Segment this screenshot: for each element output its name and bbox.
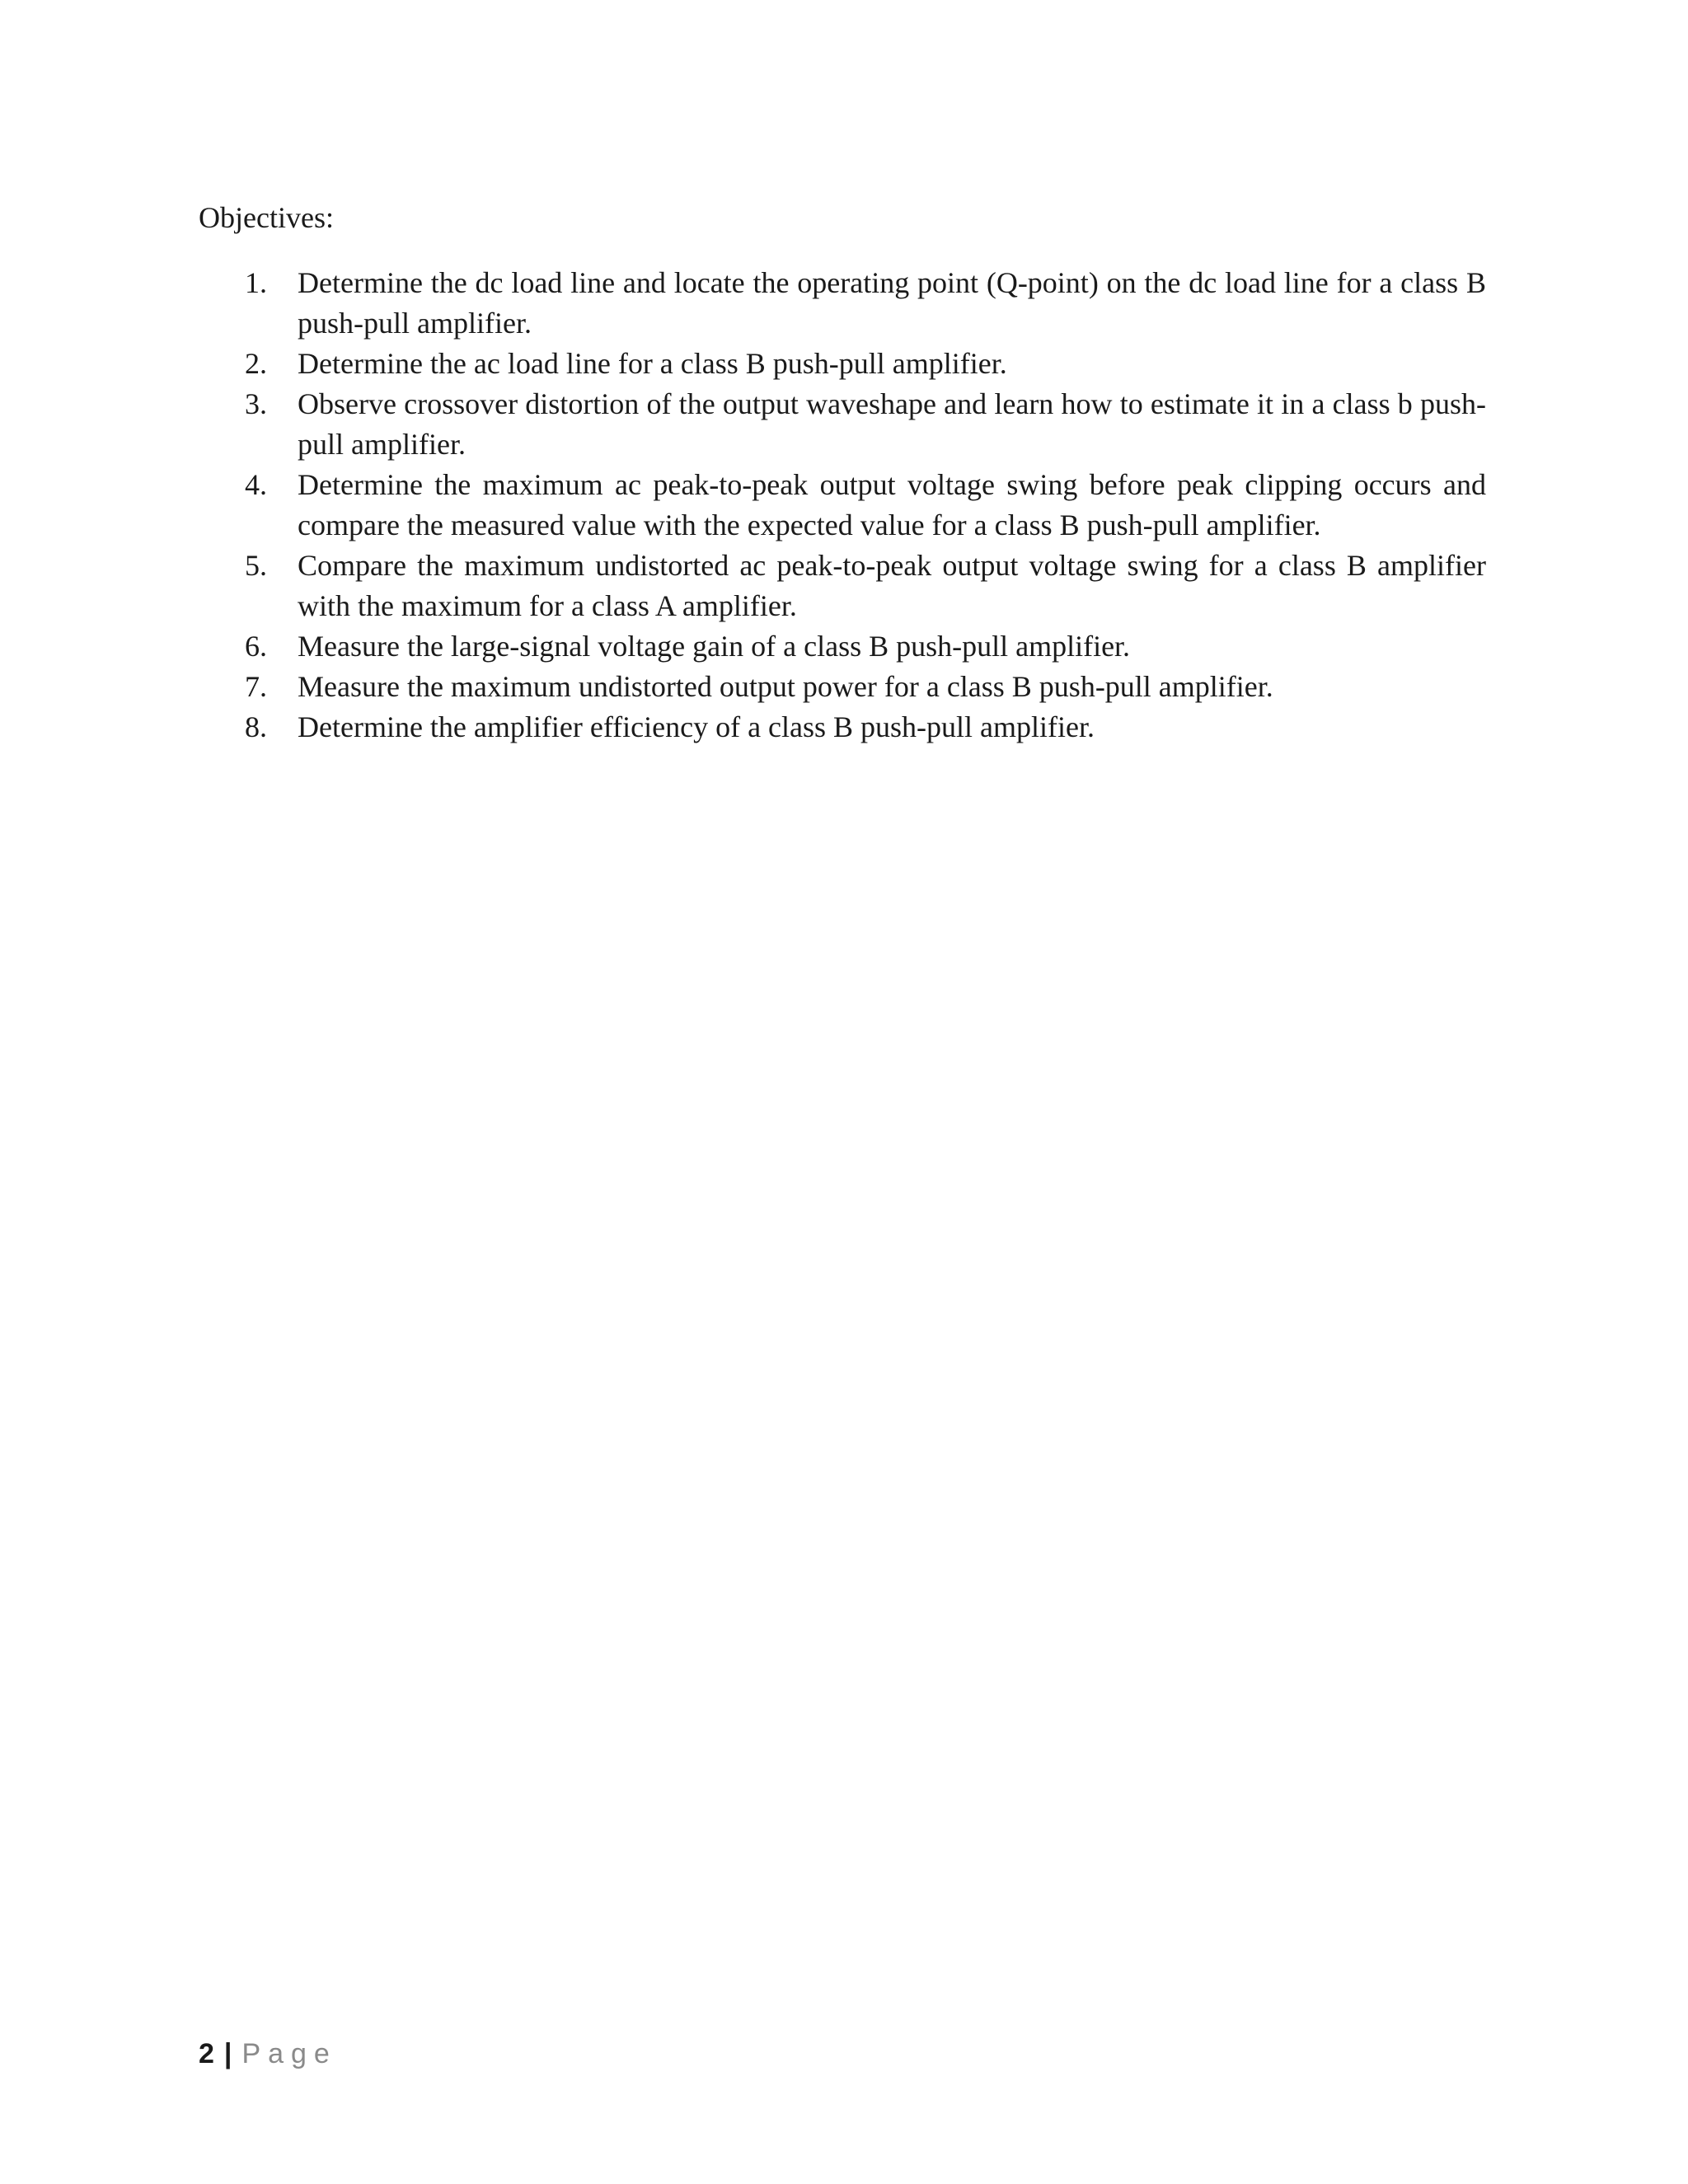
footer-separator: | (223, 2038, 232, 2069)
page-number: 2 (199, 2038, 214, 2069)
objective-item (199, 667, 1486, 707)
objective-item (199, 263, 1486, 344)
objective-item (199, 465, 1486, 546)
objective-item (199, 707, 1486, 748)
objective-text: Determine the ac load line for a class B push-pull amplifier. (298, 347, 1007, 380)
objective-number: 4. (245, 468, 267, 501)
objective-number: 1. (245, 266, 267, 299)
objective-number: 7. (245, 670, 267, 703)
objective-text: Measure the maximum undistorted output power for a class B push-pull amplifier. (298, 670, 1273, 703)
objective-item (199, 344, 1486, 384)
objective-number: 6. (245, 630, 267, 663)
objective-item (199, 546, 1486, 626)
objective-text: Determine the amplifier efficiency of a class B push-pull amplifier. (298, 710, 1095, 743)
page-footer (199, 2036, 337, 2072)
objective-text: Determine the maximum ac peak-to-peak output voltage swing before peak clipping occurs and compare the measured value with the expected value for a class B push-pull amplifier. (298, 468, 1486, 541)
page-label: Page (241, 2038, 337, 2069)
objective-text: Observe crossover distortion of the output waveshape and learn how to estimate it in a class b push-pull amplifier. (298, 387, 1486, 461)
objectives-list (199, 263, 1486, 748)
objective-item (199, 626, 1486, 667)
objective-text: Determine the dc load line and locate the operating point (Q-point) on the dc load line for a class B push-pull amplifier. (298, 266, 1486, 340)
objective-number: 2. (245, 347, 267, 380)
objective-number: 3. (245, 387, 267, 420)
objective-number: 5. (245, 549, 267, 582)
section-heading: Objectives: (199, 201, 334, 234)
objective-number: 8. (245, 710, 267, 743)
objective-item (199, 384, 1486, 465)
objective-text: Measure the large-signal voltage gain of a class B push-pull amplifier. (298, 630, 1131, 663)
objective-text: Compare the maximum undistorted ac peak-to-peak output voltage swing for a class B amplifier with the maximum for a class A amplifier. (298, 549, 1486, 622)
